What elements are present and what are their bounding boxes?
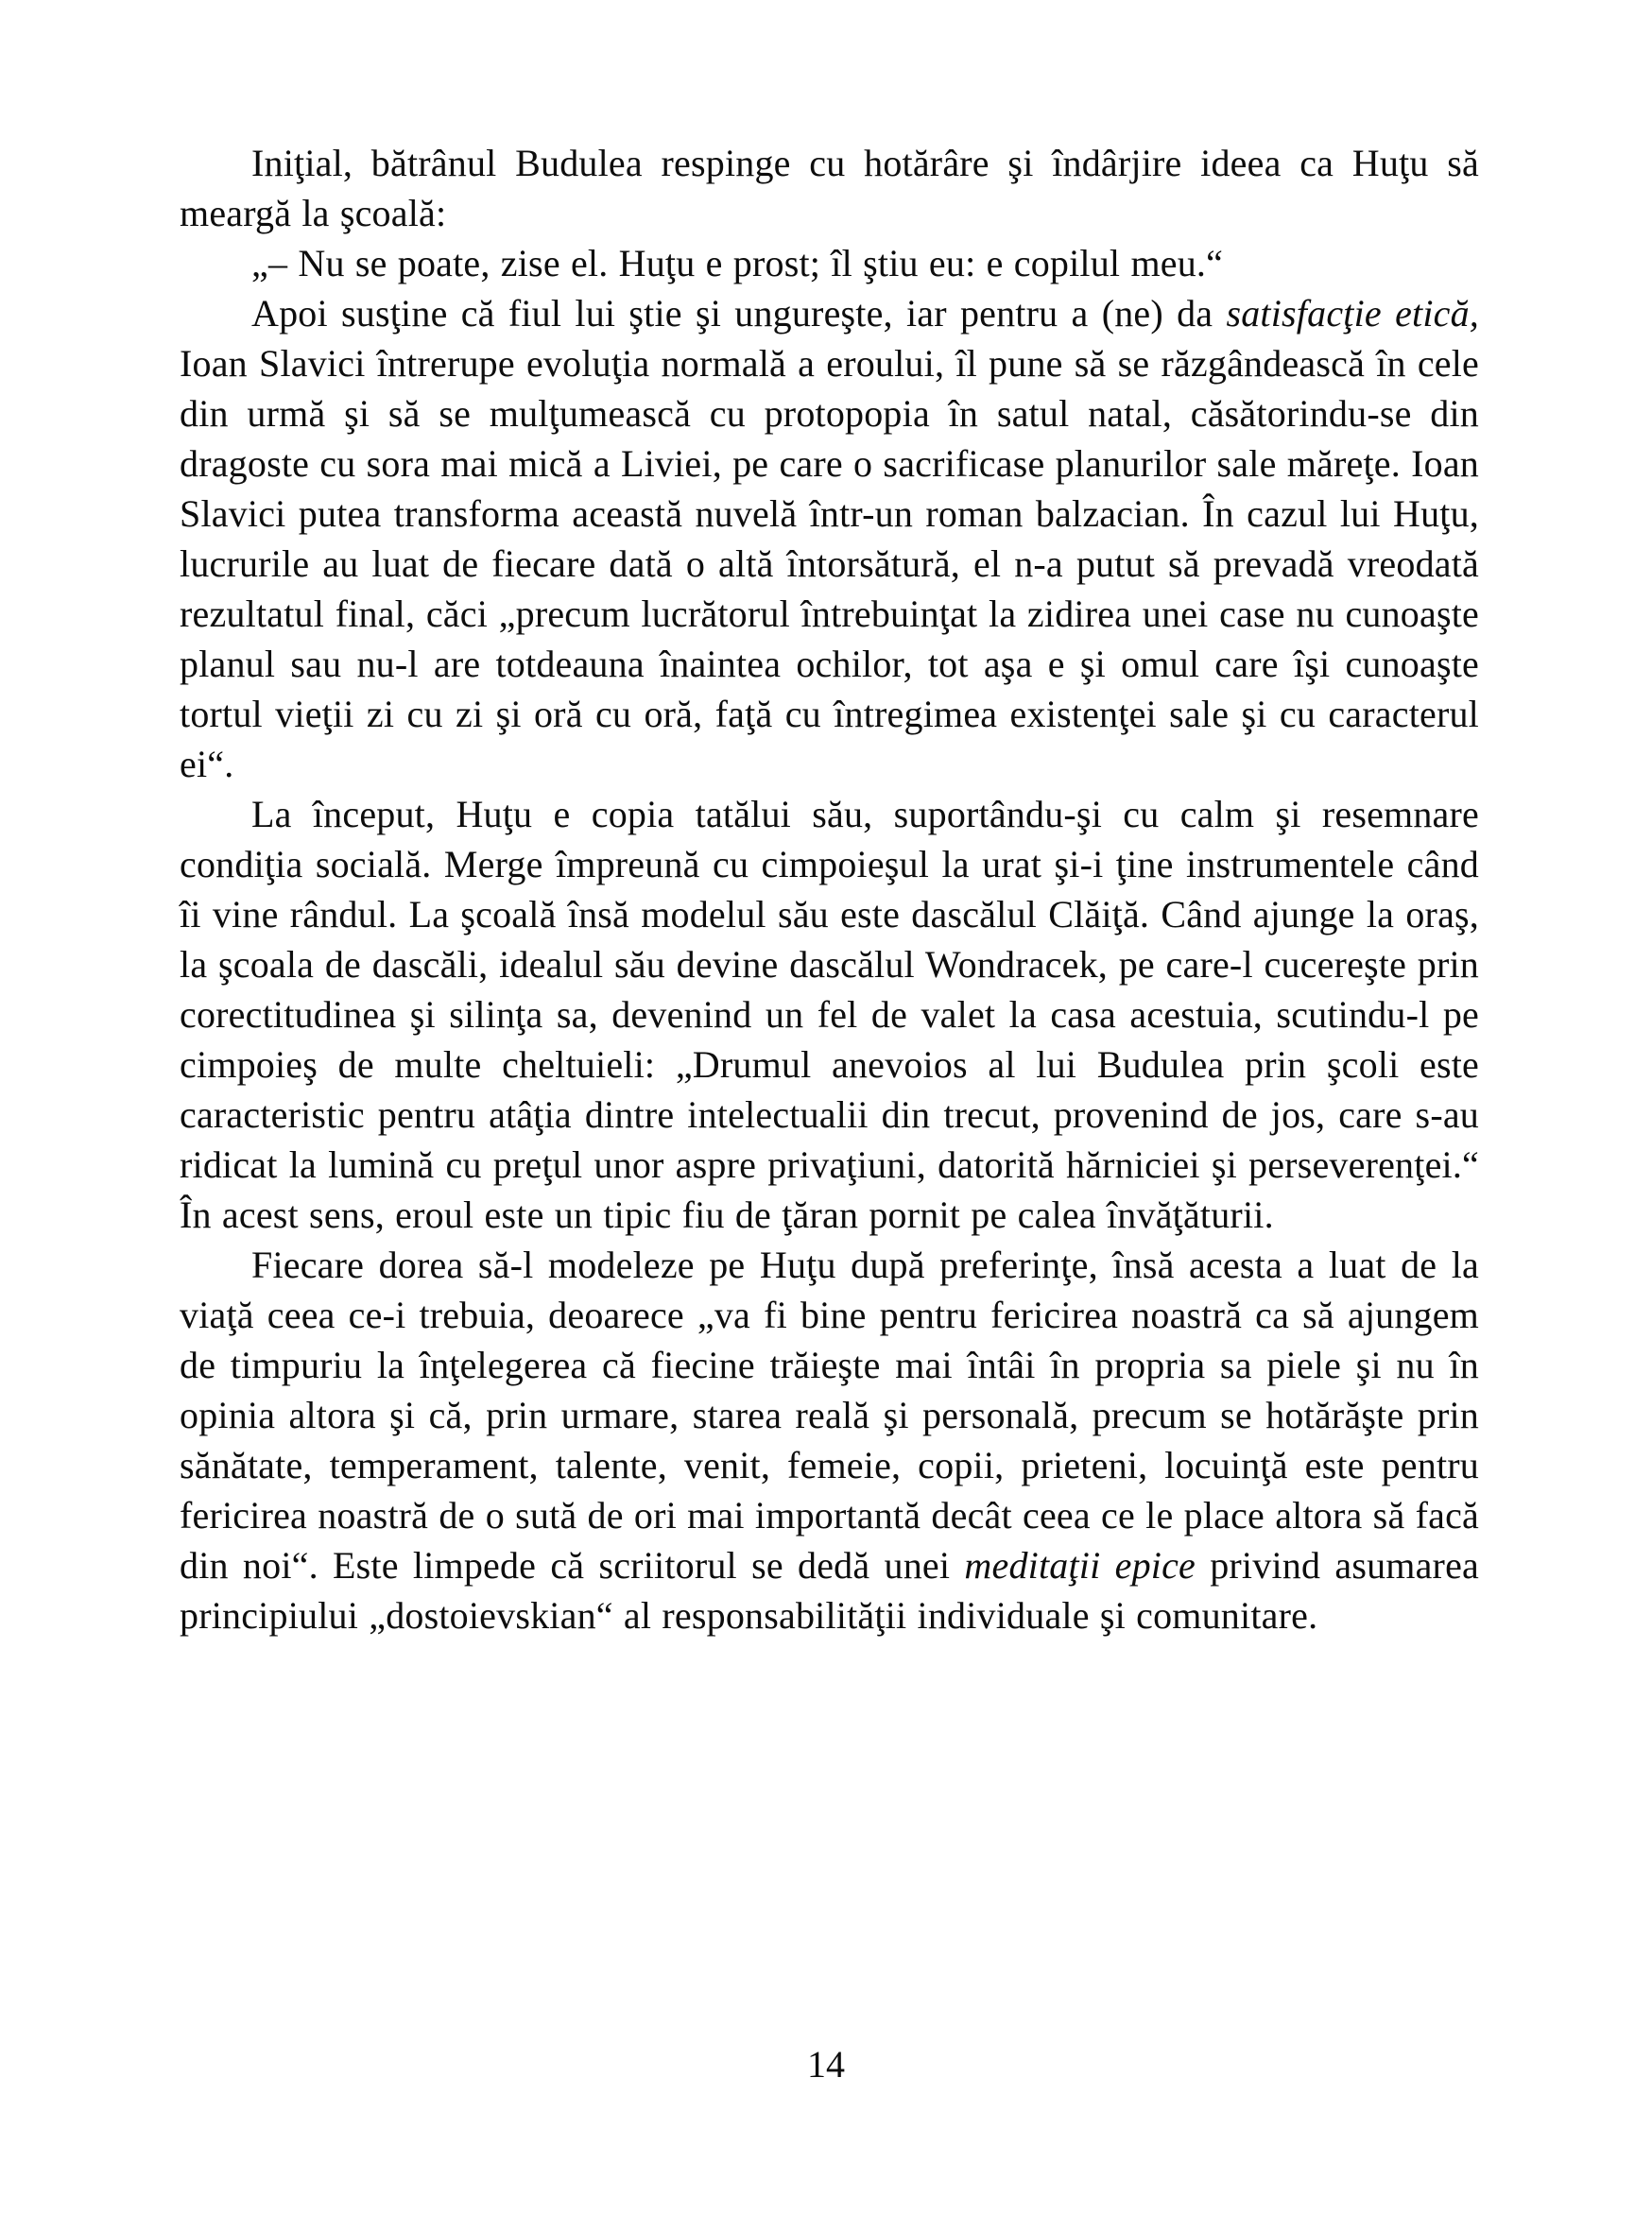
page-number: 14 xyxy=(807,2043,845,2086)
text-run: Apoi susţine că fiul lui ştie şi ungureşte, iar pentru a (ne) da xyxy=(251,292,1227,335)
text-run: La început, Huţu e copia tatălui său, suportându-şi cu calm şi resemnare condiţia socială. Merge împreună cu cimpoieşul la urat şi-i ţine instrumentele când îi vine rândul. La şcoală însă modelul său este dascălul Clăiţă. Când ajunge la oraş, la şcoala de dascăli, idealul său devine dascălul Wondracek, pe care-l cucereşte prin corectitudinea şi silinţa sa, devenind un fel de valet la casa acestuia, scutindu-l pe cimpoieş de multe cheltuieli: „Drumul anevoios al lui Budulea prin şcoli este caracteristic pentru atâţia dintre intelectualii din trecut, provenind de jos, care s-au ridicat la lumină cu preţul unor aspre privaţiuni, datorită hărniciei şi perseverenţei.“ În acest sens, eroul este un tipic fiu de ţăran pornit pe calea învăţăturii. xyxy=(180,793,1479,1236)
italic-text-run: satisfacţie etică, xyxy=(1226,292,1479,335)
paragraph xyxy=(180,288,1479,789)
italic-text-run: meditaţii epice xyxy=(964,1544,1196,1587)
paragraph xyxy=(180,1240,1479,1640)
text-run: Iniţial, bătrânul Budulea respinge cu hotărâre şi îndârjire ideea ca Huţu să meargă la şcoală: xyxy=(180,142,1479,234)
text-run: privind asumarea principiului „dostoievskian“ al responsabilităţii individuale şi comunitare. xyxy=(180,1544,1479,1637)
text-run: Fiecare dorea să-l modeleze pe Huţu după preferinţe, însă acesta a luat de la viaţă ceea ce-i trebuia, deoarece „va fi bine pentru fericirea noastră ca să ajungem de timpuriu la înţelegerea că fiecine trăieşte mai întâi în propria sa piele şi nu în opinia altora şi că, prin urmare, starea reală şi personală, precum se hotărăşte prin sănătate, temperament, talente, venit, femeie, copii, prieteni, locuinţă este pentru fericirea noastră de o sută de ori mai importantă decât ceea ce le place altora să facă din noi“. Este limpede că scriitorul se dedă unei xyxy=(180,1244,1479,1587)
text-run: „– Nu se poate, zise el. Huţu e prost; îl ştiu eu: e copilul meu.“ xyxy=(251,242,1224,284)
paragraph xyxy=(180,138,1479,238)
text-block xyxy=(180,138,1479,1640)
text-run: Ioan Slavici întrerupe evoluţia normală a eroului, îl pune să se răzgândească în cele din urmă şi să se mulţumească cu protopopia în satul natal, căsătorindu-se din dragoste cu sora mai mică a Liviei, pe care o sacrificase planurilor sale măreţe. Ioan Slavici putea transforma această nuvelă într-un roman balzacian. În cazul lui Huţu, lucrurile au luat de fiecare dată o altă întorsătură, el n-a putut să prevadă vreodată rezultatul final, căci „precum lucrătorul întrebuinţat la zidirea unei case nu cunoaşte planul sau nu-l are totdeauna înaintea ochilor, tot aşa e şi omul care îşi cunoaşte tortul vieţii zi cu zi şi oră cu oră, faţă cu întregimea existenţei sale şi cu caracterul ei“. xyxy=(180,342,1480,785)
paragraph xyxy=(180,789,1479,1240)
paragraph xyxy=(180,238,1479,288)
